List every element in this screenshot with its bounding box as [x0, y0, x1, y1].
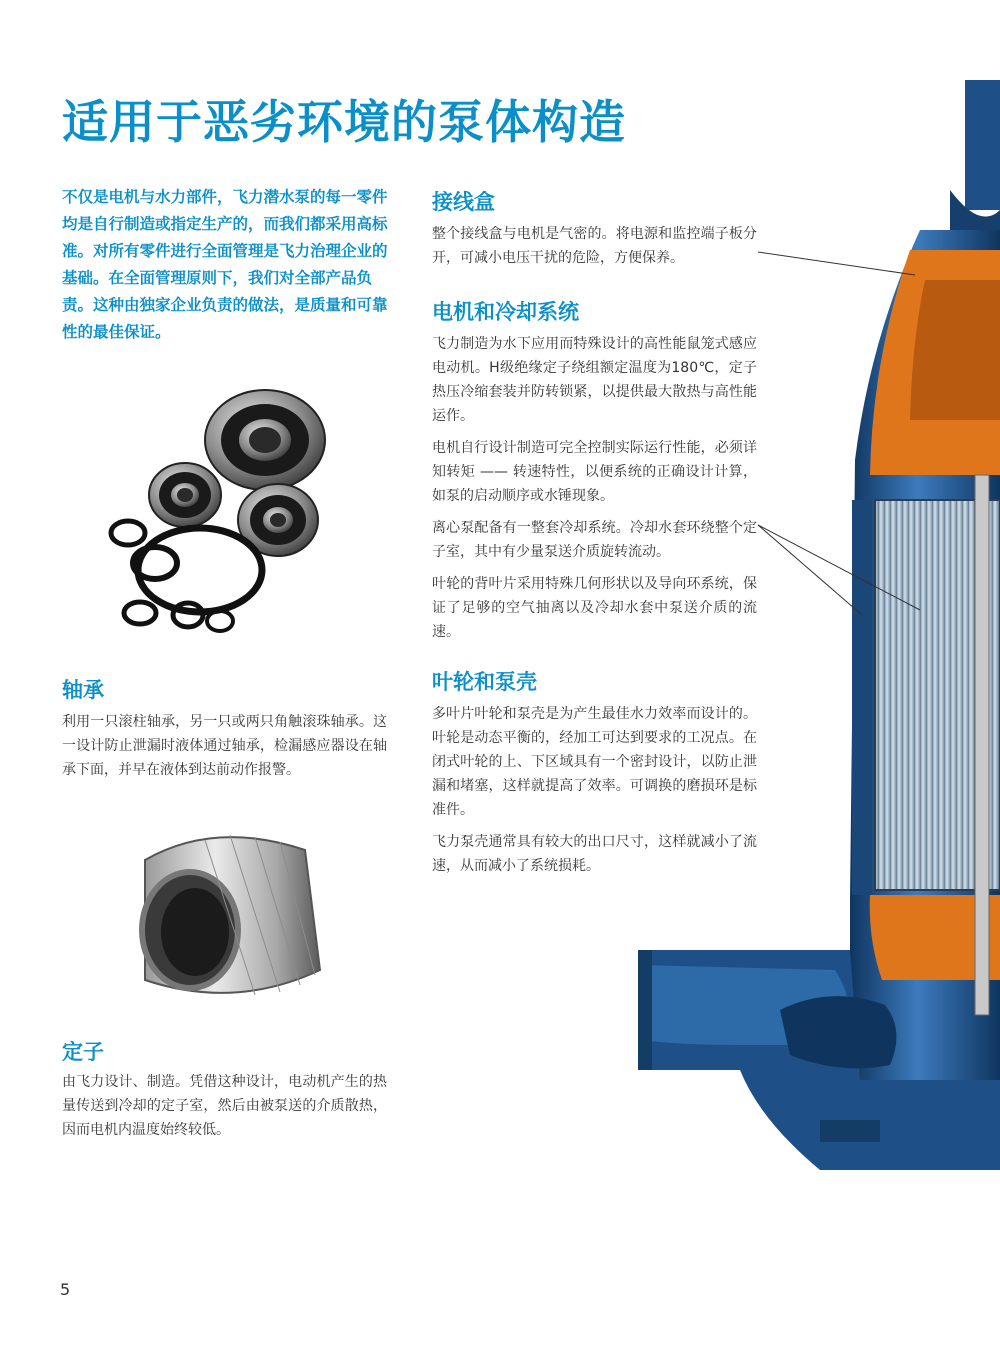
motor-heading: 电机和冷却系统	[432, 300, 579, 324]
bearing-heading: 轴承	[62, 678, 104, 702]
bearing-bushing-photo	[115, 820, 335, 1020]
page-number: 5	[60, 1280, 71, 1299]
motor-paragraph-1: 飞力制造为水下应用而特殊设计的高性能鼠笼式感应电动机。H级绝缘定子绕组额定温度为180℃，定子热压冷缩套装并防转锁紧，以提供最大散热与高性能运作。	[432, 336, 757, 424]
stator-heading: 定子	[62, 1040, 104, 1064]
junction-text: 整个接线盒与电机是气密的。将电源和监控端子板分开，可减小电压干扰的危险，方便保养。	[432, 226, 757, 266]
impeller-heading: 叶轮和泵壳	[432, 670, 537, 694]
pump-cutaway-illustration	[620, 80, 1000, 1170]
motor-paragraph-3: 离心泵配备有一整套冷却系统。冷却水套环绕整个定子室，其中有少量泵送介质旋转流动。	[432, 520, 757, 560]
stator-text: 由飞力设计、制造。凭借这种设计，电动机产生的热量传送到冷却的定子室，然后由被泵送的介质散热，因而电机内温度始终较低。	[62, 1074, 387, 1138]
impeller-paragraph-2: 飞力泵壳通常具有较大的出口尺寸，这样就减小了流速，从而减小了系统损耗。	[432, 834, 757, 874]
junction-heading: 接线盒	[432, 190, 495, 214]
page-title: 适用于恶劣环境的泵体构造	[62, 95, 626, 149]
bearings-and-seals-photo	[100, 385, 390, 640]
intro-paragraph: 不仅是电机与水力部件，飞力潜水泵的每一零件均是自行制造或指定生产的，而我们都采用高标准。对所有零件进行全面管理是飞力治理企业的基础。在全面管理原则下，我们对全部产品负责。这种由独家企业负责的做法，是质量和可靠性的最佳保证。	[62, 188, 388, 341]
bearing-text: 利用一只滚柱轴承，另一只或两只角触滚珠轴承。这一设计防止泄漏时液体通过轴承，检漏感应器设在轴承下面，并早在液体到达前动作报警。	[62, 714, 387, 778]
motor-paragraph-4: 叶轮的背叶片采用特殊几何形状以及导向环系统，保证了足够的空气抽离以及冷却水套中泵送介质的流速。	[432, 576, 757, 640]
impeller-paragraph-1: 多叶片叶轮和泵壳是为产生最佳水力效率而设计的。叶轮是动态平衡的，经加工可达到要求的工况点。在闭式叶轮的上、下区域具有一个密封设计，以防止泄漏和堵塞，这样就提高了效率。可调换的磨损环是标准件。	[432, 706, 757, 818]
motor-paragraph-2: 电机自行设计制造可完全控制实际运行性能，必须详知转矩 —— 转速特性，以便系统的正确设计计算，如泵的启动顺序或水锤现象。	[432, 440, 757, 504]
